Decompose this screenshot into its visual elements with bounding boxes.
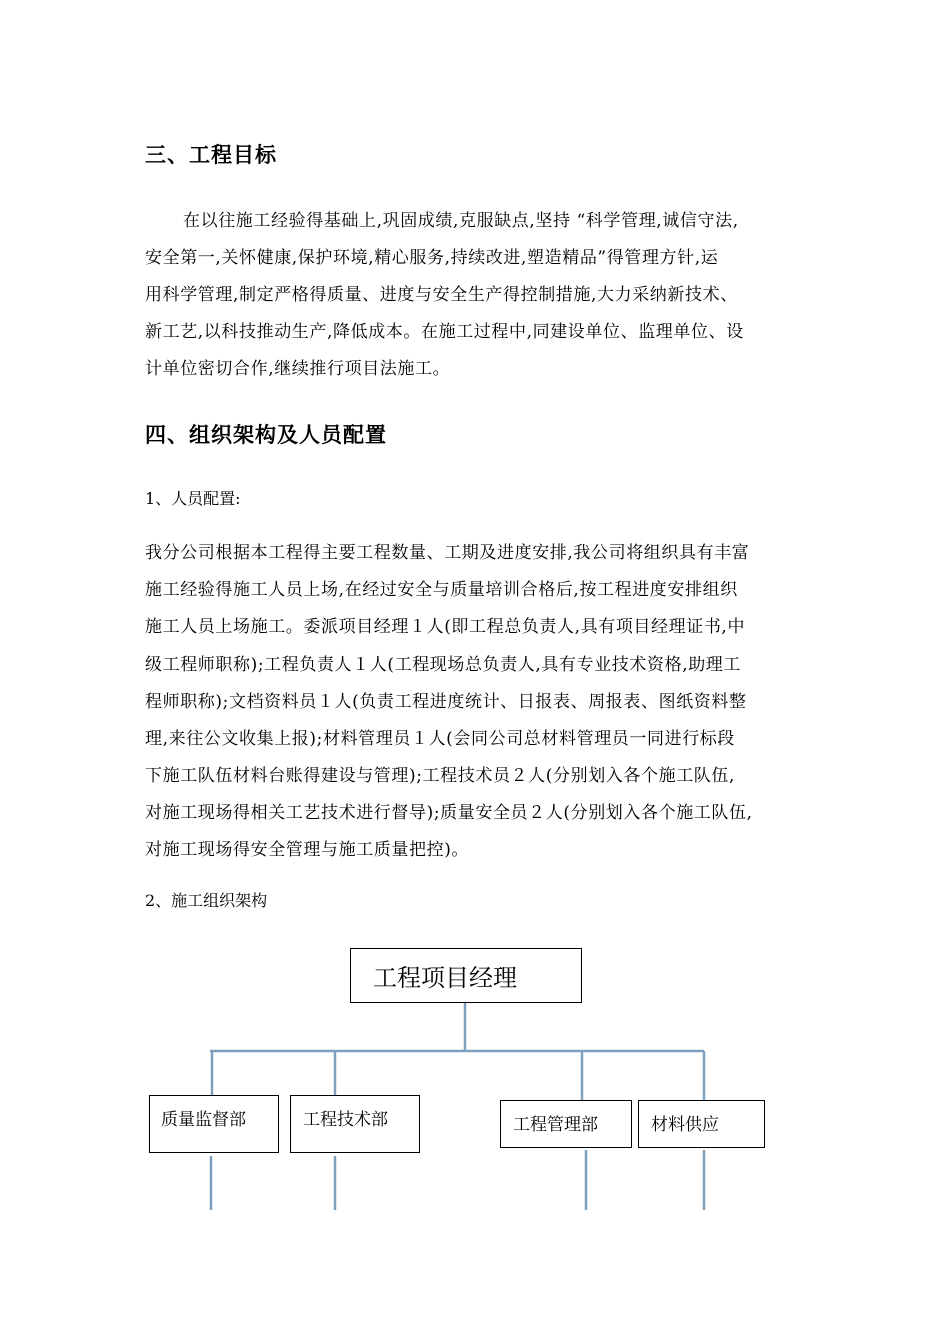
paragraph-line: 新工艺,以科技推动生产,降低成本。在施工过程中,同建设单位、监理单位、设 [145, 322, 744, 342]
subheading-staffing: 1、人员配置: [145, 489, 241, 508]
subheading-org-structure: 2、施工组织架构 [145, 891, 268, 910]
paragraph-line: 对施工现场得相关工艺技术进行督导);质量安全员２人(分别划入各个施工队伍, [145, 803, 753, 823]
org-node-quality-supervision [149, 1095, 279, 1153]
org-node-label: 工程项目经理 [373, 964, 517, 992]
org-node-label: 工程管理部 [513, 1115, 598, 1135]
section-heading-goals: 三、工程目标 [145, 143, 277, 167]
paragraph-line: 级工程师职称);工程负责人１人(工程现场总负责人,具有专业技术资格,助理工 [145, 655, 741, 675]
paragraph-line: 施工经验得施工人员上场,在经过安全与质量培训合格后,按工程进度安排组织 [145, 580, 738, 600]
org-node-label: 工程技术部 [303, 1110, 388, 1130]
paragraph-line: 计单位密切合作,继续推行项目法施工。 [145, 359, 451, 379]
paragraph-line: 对施工现场得安全管理与施工质量把控)。 [145, 840, 470, 860]
org-node-label: 质量监督部 [161, 1110, 246, 1130]
paragraph-line: 施工人员上场施工。委派项目经理１人(即工程总负责人,具有项目经理证书,中 [145, 617, 746, 637]
section-heading-organization: 四、组织架构及人员配置 [145, 423, 387, 447]
paragraph-line: 程师职称);文档资料员１人(负责工程进度统计、日报表、周报表、图纸资料整 [145, 692, 747, 712]
org-node-label: 材料供应 [651, 1115, 719, 1135]
paragraph-line: 我分公司根据本工程得主要工程数量、工期及进度安排,我公司将组织具有丰富 [145, 543, 750, 563]
paragraph-line: 安全第一,关怀健康,保护环境,精心服务,持续改进,塑造精品”得管理方针,运 [145, 248, 719, 268]
paragraph-line: 理,来往公文收集上报);材料管理员１人(会同公司总材料管理员一同进行标段 [145, 729, 735, 749]
paragraph-line: 在以往施工经验得基础上,巩固成绩,克服缺点,坚持 “科学管理,诚信守法, [183, 211, 739, 231]
org-node-engineering-management [500, 1100, 632, 1148]
org-node-engineering-tech [290, 1095, 420, 1153]
org-node-materials-supply [638, 1100, 765, 1148]
org-node-project-manager [350, 948, 582, 1003]
paragraph-line: 用科学管理,制定严格得质量、进度与安全生产得控制措施,大力采纳新技术、 [145, 285, 738, 305]
paragraph-line: 下施工队伍材料台账得建设与管理);工程技术员２人(分别划入各个施工队伍, [145, 766, 735, 786]
